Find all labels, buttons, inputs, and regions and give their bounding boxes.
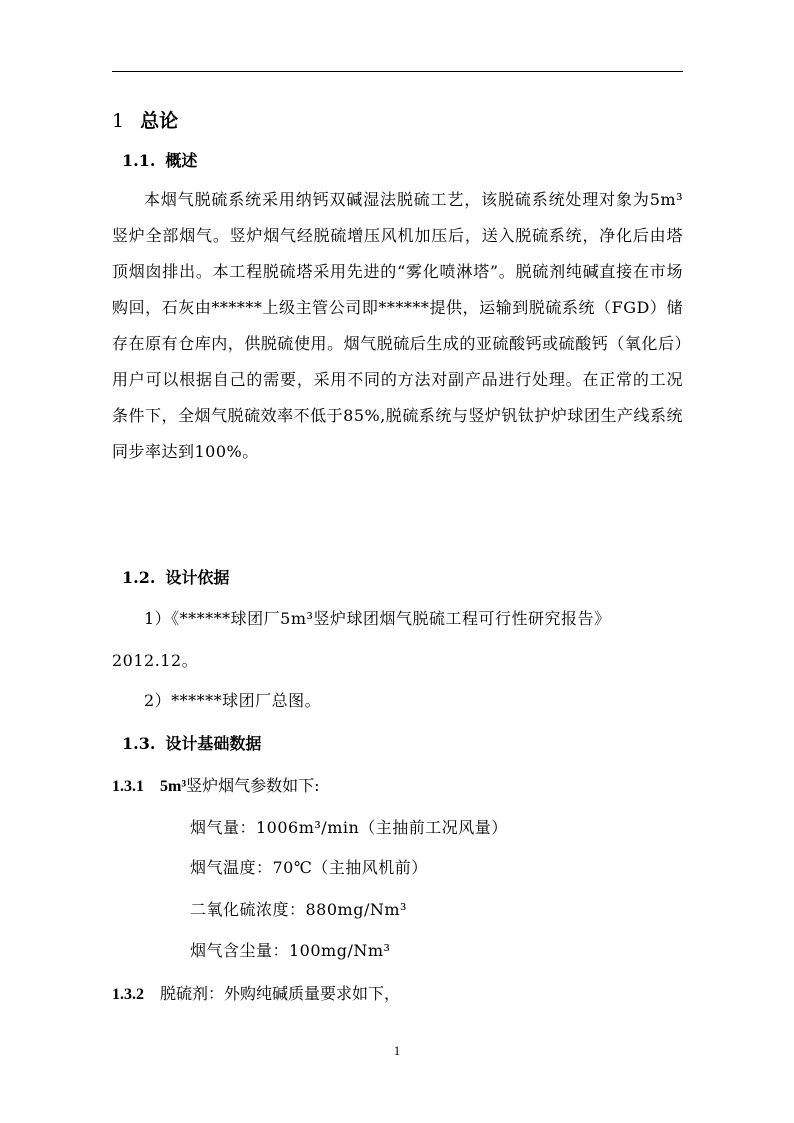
chapter-title: 总论 xyxy=(140,110,179,132)
section-number: 1.2. xyxy=(122,568,156,587)
param-so2-concentration: 二氧化硫浓度：880mg/Nm³ xyxy=(190,900,407,919)
param-temperature: 烟气温度：70℃（主抽风机前） xyxy=(190,858,428,877)
overview-paragraph: 本烟气脱硫系统采用纳钙双碱湿法脱硫工艺，该脱硫系统处理对象为5m³竖炉全部烟气。竖炉烟气经脱硫增压风机加压后，送入脱硫系统，净化后由塔顶烟囱排出。本工程脱硫塔采用先进的“雾化喷淋塔”。脱硫剂纯碱直接在市场购回，石灰由******上级主管公司即******提供，运输到脱硫系统（FGD）储存在原有仓库内，供脱硫使用。烟气脱硫后生成的亚硫酸钙或硫酸钙（氧化后）用户可以根据自己的需要，采用不同的方法对副产品进行处理。在正常的工况条件下，全烟气脱硫效率不低于85%,脱硫系统与竖炉钒钛护炉球团生产线系统同步率达到100%。 xyxy=(112,190,683,461)
subsection-heading-1-3-2 xyxy=(112,981,400,1004)
param-flow-rate: 烟气量：1006m³/min（主抽前工况风量） xyxy=(190,818,508,837)
subsection-text: 竖炉烟气参数如下: xyxy=(186,776,320,795)
subsection-number: 1.3.1 xyxy=(112,778,144,795)
chapter-number: 1 xyxy=(112,110,125,132)
subsection-text: 脱硫剂：外购纯碱质量要求如下， xyxy=(160,984,401,1003)
section-heading-1-1 xyxy=(122,148,197,171)
section-title: 设计基础数据 xyxy=(165,734,262,753)
section-title: 概述 xyxy=(165,151,198,170)
subsection-lead: 5m³ xyxy=(160,778,187,795)
header-rule xyxy=(112,71,683,72)
param-dust-content: 烟气含尘量：100mg/Nm³ xyxy=(190,941,391,960)
section-number: 1.1. xyxy=(122,151,156,170)
section-number: 1.3. xyxy=(122,734,156,753)
subsection-number: 1.3.2 xyxy=(112,986,144,1003)
basis-item-1: 1）《******球团厂5m³竖炉球团烟气脱硫工程可行性研究报告》 xyxy=(144,609,611,628)
chapter-heading xyxy=(112,106,178,133)
page-number: 1 xyxy=(393,1043,401,1058)
subsection-heading-1-3-1 xyxy=(112,773,320,796)
section-title: 设计依据 xyxy=(165,568,230,587)
basis-item-2: 2）******球团厂总图。 xyxy=(144,691,322,710)
section-heading-1-2 xyxy=(122,565,229,588)
section-heading-1-3 xyxy=(122,731,261,754)
basis-item-1-date: 2012.12。 xyxy=(112,651,199,670)
